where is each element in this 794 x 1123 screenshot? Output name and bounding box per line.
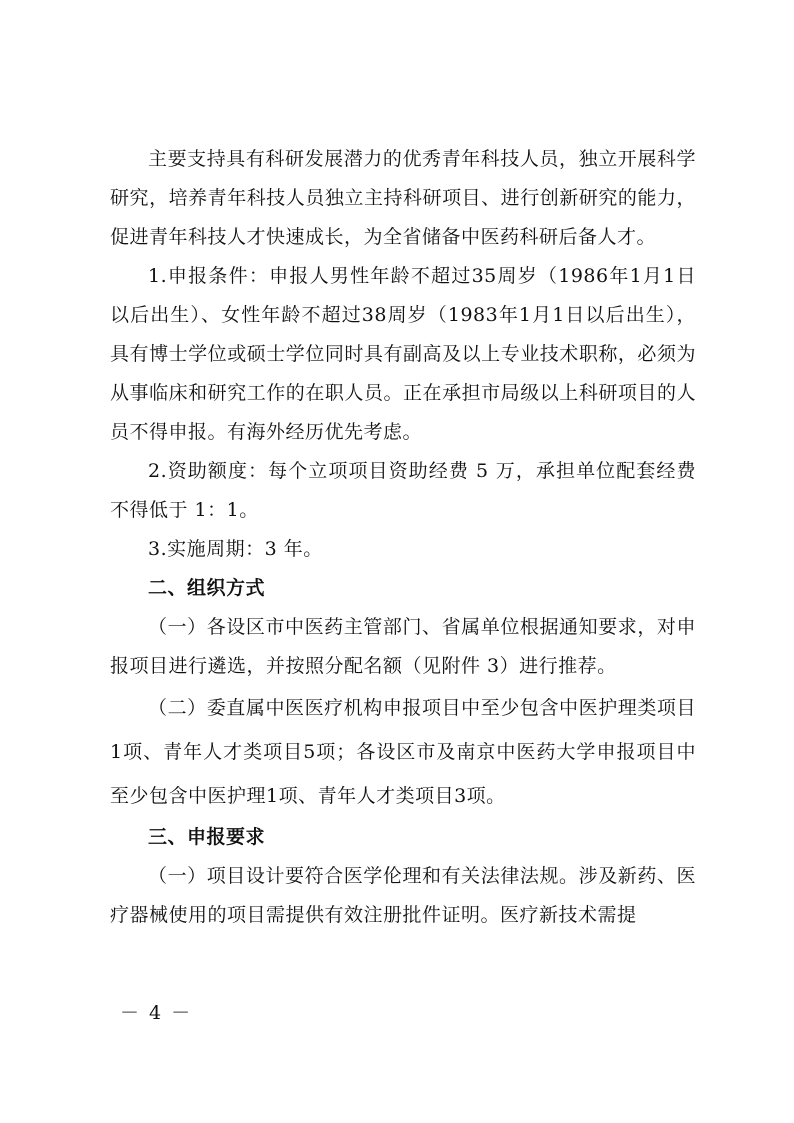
- paragraph-organization-1: （一）各设区市中医药主管部门、省属单位根据通知要求，对申报项目进行遴选，并按照分配名额（见附件 3）进行推荐。: [110, 616, 696, 677]
- section-heading-organization: 二、组织方式: [148, 577, 266, 599]
- paragraph-requirements-1: （一）项目设计要符合医学伦理和有关法律法规。涉及新药、医疗器械使用的项目需提供有效注册批件证明。医疗新技术需提: [110, 865, 696, 926]
- section-heading-requirements: 三、申报要求: [148, 826, 266, 848]
- document-body: [110, 140, 696, 935]
- paragraph-intro: 主要支持具有科研发展潜力的优秀青年科技人员，独立开展科学研究，培养青年科技人员独立主持科研项目、进行创新研究的能力，促进青年科技人才快速成长，为全省储备中医药科研后备人才。: [110, 148, 696, 248]
- paragraph-organization-2: （二）委直属中医医疗机构申报项目中至少包含中医护理类项目1项、青年人才类项目5项；各设区市及南京中医药大学申报项目中至少包含中医护理1项、青年人才类项目3项。: [110, 697, 696, 807]
- paragraph-funding: 2.资助额度：每个立项项目资助经费 5 万，承担单位配套经费不得低于 1：1。: [110, 460, 696, 521]
- paragraph-eligibility: 1.申报条件：申报人男性年龄不超过35周岁（1986年1月1日以后出生）、女性年龄不超过38周岁（1983年1月1日以后出生），具有博士学位或硕士学位同时具有副高及以上专业技术职称，必须为从事临床和研究工作的在职人员。正在承担市局级以上科研项目的人员不得申报。有海外经历优先考虑。: [110, 265, 696, 443]
- paragraph-period: 3.实施周期：3 年。: [148, 538, 323, 560]
- page-number: － 4 －: [120, 1002, 193, 1024]
